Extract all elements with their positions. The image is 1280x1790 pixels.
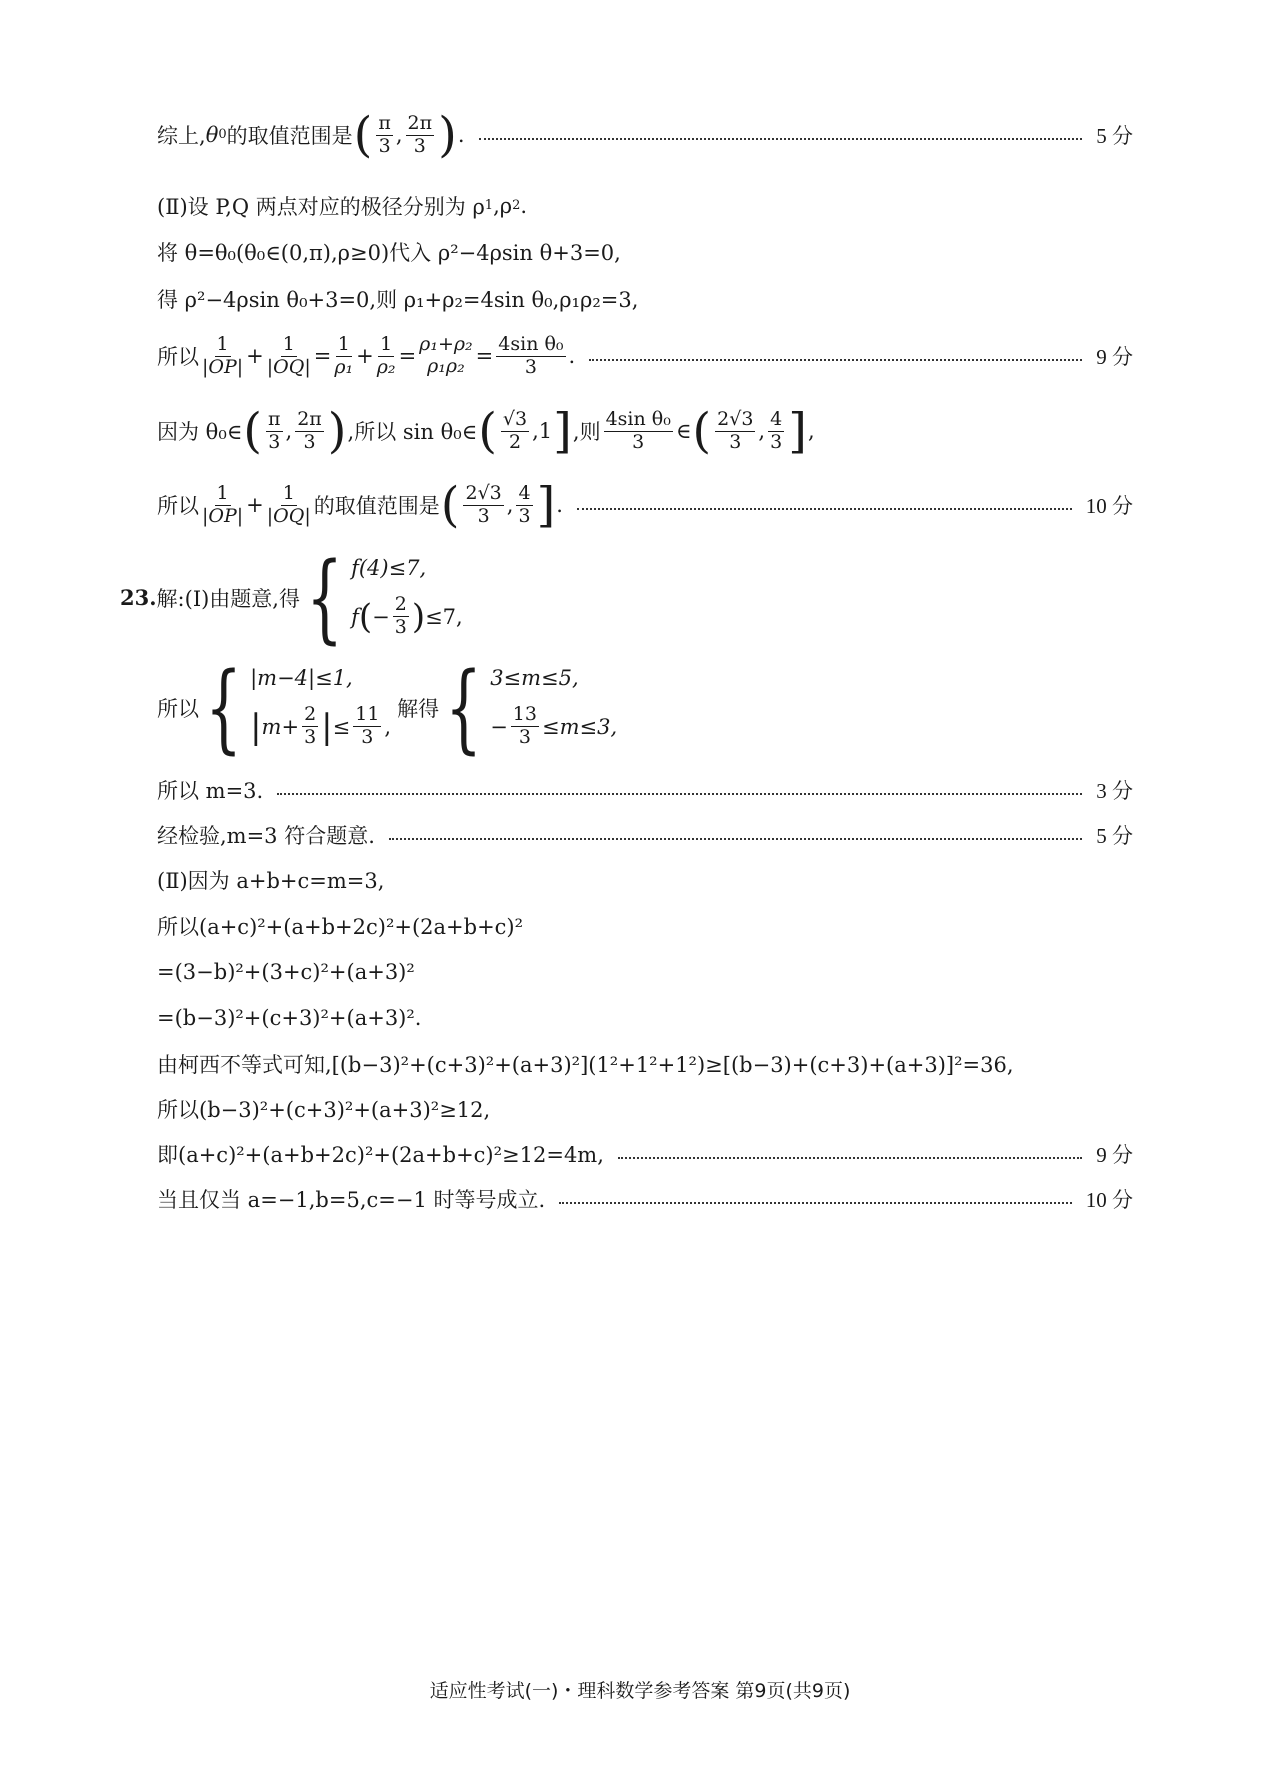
score: 5 分 [1096, 124, 1133, 148]
fraction: $\frac{\text{4sin θ₀}}{3}$ [605, 407, 671, 453]
line-expand-3 [157, 1002, 1133, 1034]
text: (Ⅱ)设 P,Q 两点对应的极径分别为 ρ [157, 195, 485, 219]
line-vieta [157, 283, 1133, 315]
text: (Ⅱ)因为 a+b+c=m=3, [157, 869, 385, 893]
text: + [246, 493, 264, 517]
line-reciprocal-sum [157, 328, 1133, 384]
text: 解:(Ⅰ)由题意,得 [156, 586, 300, 611]
text: . [457, 123, 465, 147]
text: 所以 [157, 696, 199, 721]
line-conclusion [157, 1138, 1133, 1170]
page-footer: 适应性考试(一)・理科数学参考答案 第9页(共9页) [429, 1680, 851, 1702]
text: 的取值范围是 [226, 124, 353, 148]
equation-system: { f(4)≤7, f ( − $\frac{2}{3}$ ) ≤7, [306, 541, 463, 654]
text: . [520, 194, 528, 218]
paren-open: ( [243, 403, 263, 459]
line-equality [157, 1183, 1133, 1215]
line-range-sin: 因为 θ₀∈ ( $\frac{\pi}{3}$ , $\frac{2\pi}{3}$ ) ,所以 sin θ₀∈ ( $\frac{√3}{2}$ ,1 ] ,则 $\frac{\text{4sin θ₀}}{3}$ ∈ ( $\frac{2√3}{3}$ , $\frac{4}{3}$ ] , [157, 403, 815, 459]
text: 的取值范围是 [313, 494, 440, 518]
line-range-theta0: 综上, θ 0 的取值范围是 ( $\frac{\pi}{3}$ , $\frac{2\pi}{3}$ ) . 5 分 [157, 107, 1133, 163]
line-final-range: 所以 $\frac{1}{|OP|}$ + $\frac{1}{|OQ|}$ 的取值范围是 ( $\frac{2√3}{3}$ , $\frac{4}{3}$ ] . 10 分 [157, 477, 1133, 533]
score: 9 分 [1096, 345, 1133, 369]
text: 解得 [397, 696, 440, 721]
leader-dots [618, 1157, 1082, 1159]
leader-dots [559, 1202, 1072, 1204]
problem-number: 23. [120, 585, 157, 610]
text: + [246, 344, 264, 368]
line-m-equals-3 [157, 774, 1133, 806]
text: 所以(b−3)²+(c+3)²+(a+3)²≥12, [157, 1098, 491, 1122]
text: 经检验,m=3 符合题意. [157, 824, 375, 848]
line-abs-system [157, 651, 1133, 764]
fraction: $\frac{2√3}{3}$ [465, 481, 502, 527]
score: 5 分 [1096, 824, 1133, 848]
fraction: $\frac{4}{3}$ [770, 407, 783, 453]
text: , [807, 419, 815, 443]
fraction: ρ₁+ρ₂ ρ₁ρ₂ [419, 333, 473, 377]
leader-dots [389, 838, 1082, 840]
fraction: $\frac{1}{|OQ|}$ [266, 332, 311, 378]
text: 所以 m=3. [157, 779, 264, 803]
text: ,1 [532, 419, 553, 443]
text: + [356, 344, 374, 368]
text: 所以 [157, 494, 199, 518]
fraction: $\frac{1}{\text{ρ₁}}$ [334, 332, 354, 378]
fraction: $\frac{1}{|OQ|}$ [266, 481, 311, 527]
leader-dots [589, 359, 1082, 361]
bracket-close: ] [536, 477, 556, 533]
line-part-ii-setup: (Ⅱ)设 P,Q 两点对应的极径分别为 ρ 1 ,ρ 2 . [157, 190, 1133, 222]
text: , [395, 123, 403, 147]
fraction: $\frac{1}{\text{ρ₂}}$ [376, 332, 396, 378]
fraction: $\frac{1}{|OP|}$ [202, 332, 244, 378]
paren-open: ( [440, 477, 460, 533]
text: 因为 θ₀∈ [157, 420, 243, 444]
text: 由柯西不等式可知,[(b−3)²+(c+3)²+(a+3)²](1²+1²+1²)≥[(b−3)+(c+3)+(a+3)]²=36, [157, 1053, 1014, 1077]
text: =(3−b)²+(3+c)²+(a+3)² [157, 960, 415, 984]
line-cauchy [157, 1048, 1133, 1080]
text: = [313, 344, 332, 368]
fraction: $\frac{\pi}{3}$ [378, 111, 391, 157]
bracket-close: ] [553, 403, 572, 459]
paren-open: ( [353, 107, 373, 163]
symbol: θ [205, 123, 219, 147]
line-geq-12 [157, 1093, 1133, 1125]
leader-dots [277, 793, 1082, 795]
leader-dots [577, 508, 1072, 510]
text: 所以(a+c)²+(a+b+2c)²+(2a+b+c)² [157, 915, 524, 939]
text: 即(a+c)²+(a+b+2c)²+(2a+b+c)²≥12=4m, [157, 1143, 604, 1167]
text: ∈ [675, 419, 692, 443]
text: 所以 [157, 345, 199, 369]
paren-close: ) [327, 403, 347, 459]
score: 3 分 [1096, 779, 1133, 803]
line-problem-23 [120, 541, 1133, 654]
fraction: $\frac{\pi}{3}$ [268, 407, 281, 453]
score: 10 分 [1085, 1188, 1133, 1212]
text: . [556, 493, 563, 517]
text: . [568, 344, 576, 368]
fraction: $\frac{2√3}{3}$ [717, 407, 754, 453]
score: 9 分 [1096, 1143, 1133, 1167]
text: ,ρ [493, 194, 513, 218]
text: 得 ρ²−4ρsin θ₀+3=0,则 ρ₁+ρ₂=4sin θ₀,ρ₁ρ₂=3, [157, 288, 639, 312]
equation-system: { 3≤m≤5, − $\frac{13}{3}$ ≤m≤3, [445, 651, 618, 764]
leader-dots [479, 138, 1083, 140]
line-check [157, 819, 1133, 851]
text: 将 θ=θ₀(θ₀∈(0,π),ρ≥0)代入 ρ²−4ρsin θ+3=0, [157, 241, 621, 265]
line-expand-2 [157, 956, 1133, 988]
bracket-close: ] [788, 403, 807, 459]
text: 当且仅当 a=−1,b=5,c=−1 时等号成立. [157, 1188, 546, 1212]
line-expand-1 [157, 910, 1133, 942]
text: =(b−3)²+(c+3)²+(a+3)². [157, 1006, 422, 1030]
line-part-ii-b [157, 864, 1133, 896]
text: 综上, [157, 124, 206, 148]
score: 10 分 [1085, 494, 1133, 518]
text: ,则 [572, 420, 601, 444]
text: ,所以 sin θ₀∈ [347, 420, 478, 444]
fraction: $\frac{\text{4sin θ₀}}{3}$ [498, 332, 564, 378]
fraction: $\frac{2\pi}{3}$ [407, 111, 433, 157]
paren-close: ) [438, 107, 457, 163]
line-substitute [157, 236, 1133, 268]
fraction: $\frac{2\pi}{3}$ [297, 407, 322, 453]
equation-system: { |m−4|≤1, | m+ $\frac{2}{3}$ | ≤ $\frac{11}{3}$ , [205, 651, 392, 764]
paren-open: ( [478, 403, 497, 459]
paren-open: ( [692, 403, 712, 459]
fraction: $\frac{√3}{2}$ [502, 407, 528, 453]
text: = [398, 344, 417, 368]
fraction: $\frac{1}{|OP|}$ [202, 481, 244, 527]
text: = [475, 344, 494, 368]
fraction: $\frac{4}{3}$ [518, 481, 531, 527]
